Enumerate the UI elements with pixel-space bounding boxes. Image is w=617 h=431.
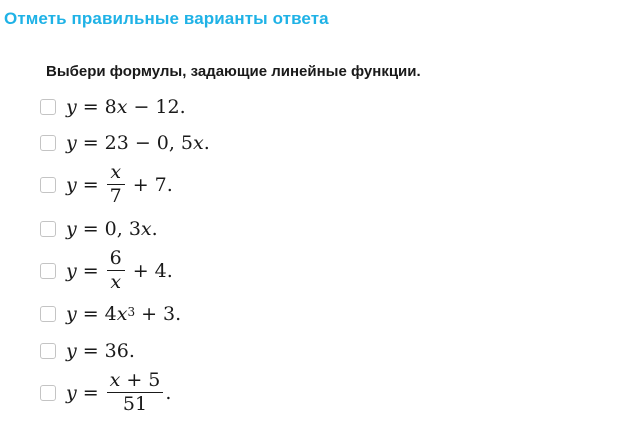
- formula: y = $\frac{x + 5}{51}$ .: [66, 369, 172, 415]
- fraction: $\frac{6}{x}$: [107, 249, 125, 292]
- formula: y = 8 x − 12 .: [66, 96, 186, 118]
- fraction: $\frac{x + 5}{51}$: [107, 371, 164, 414]
- option-checkbox[interactable]: [40, 306, 56, 322]
- option-checkbox[interactable]: [40, 343, 56, 359]
- answer-option-1[interactable]: [40, 96, 186, 118]
- formula: y = $\frac{6}{x}$ + 4 .: [66, 247, 173, 293]
- fraction: $\frac{x}{7}$: [107, 163, 125, 206]
- answer-option-7[interactable]: [40, 340, 135, 362]
- answer-option-2[interactable]: [40, 132, 210, 154]
- option-checkbox[interactable]: [40, 221, 56, 237]
- answer-option-8[interactable]: [40, 371, 171, 414]
- formula: y = 4 x $^3$ + 3 .: [66, 303, 182, 325]
- option-checkbox[interactable]: [40, 263, 56, 279]
- answer-option-6[interactable]: [40, 303, 181, 325]
- formula: y = 0, 3 x .: [66, 218, 158, 240]
- question-text: Выбери формулы, задающие линейные функции.: [46, 63, 421, 80]
- option-checkbox[interactable]: [40, 99, 56, 115]
- formula: y = 36 .: [66, 340, 135, 362]
- option-checkbox[interactable]: [40, 385, 56, 401]
- option-checkbox[interactable]: [40, 135, 56, 151]
- instruction-title: Отметь правильные варианты ответа: [4, 9, 329, 28]
- option-checkbox[interactable]: [40, 177, 56, 193]
- formula: y = $\frac{x}{7}$ + 7 .: [66, 161, 173, 207]
- answer-option-4[interactable]: [40, 218, 158, 240]
- answer-option-5[interactable]: [40, 249, 173, 292]
- formula: y = 23 − 0, 5 x .: [66, 132, 210, 154]
- answer-option-3[interactable]: [40, 163, 173, 206]
